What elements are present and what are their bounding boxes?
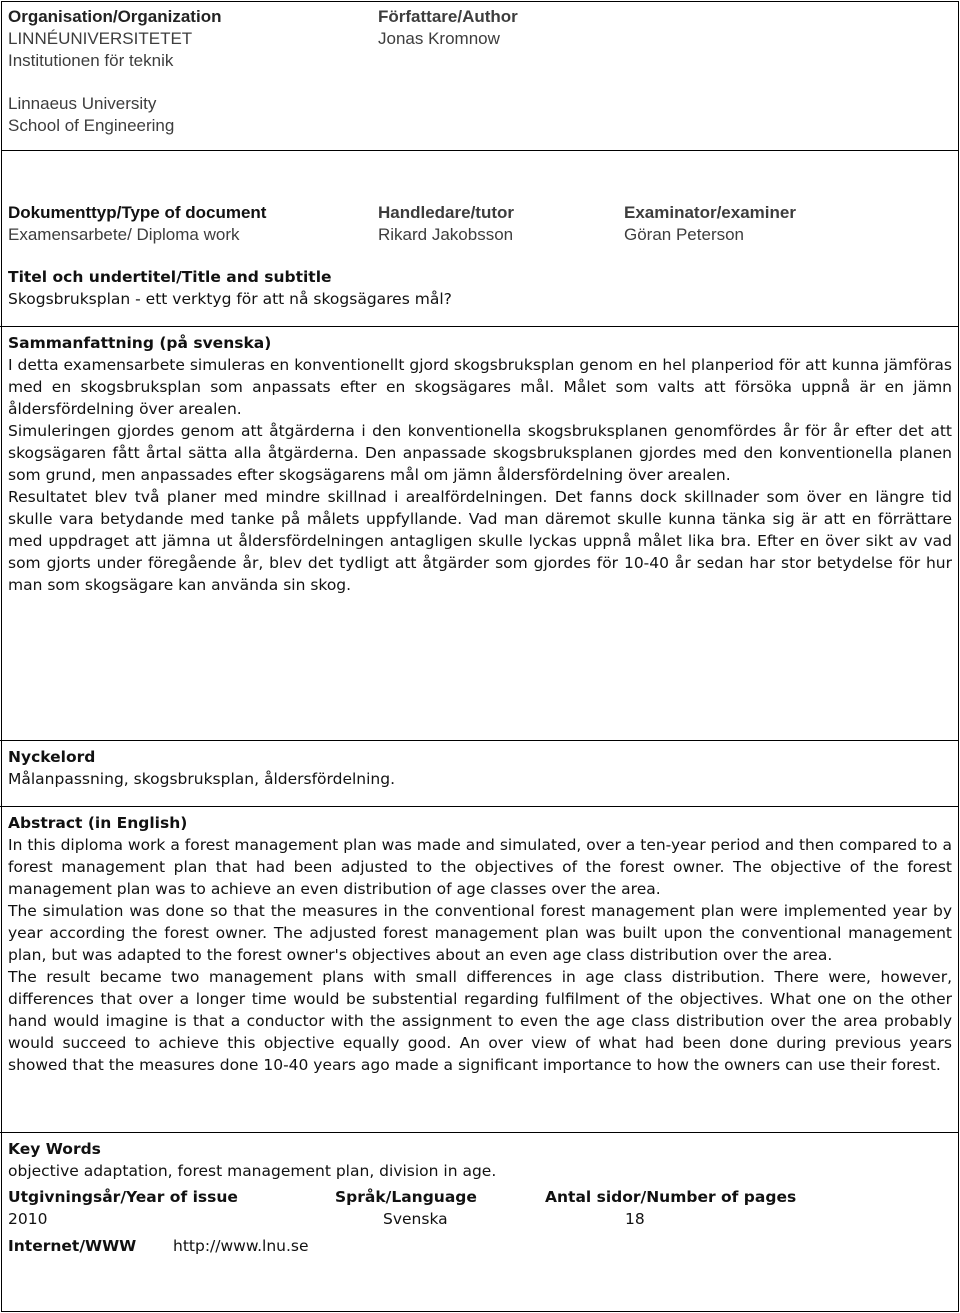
document-type-label: Dokumenttyp/Type of document: [8, 203, 267, 222]
title-label: Titel och undertitel/Title and subtitle: [8, 268, 332, 286]
tutor-label: Handledare/tutor: [378, 203, 515, 222]
author-label: Författare/Author: [378, 7, 518, 26]
author-name: Jonas Kromnow: [378, 29, 500, 48]
language-label: Språk/Language: [335, 1188, 477, 1206]
keywords-sv-value: Målanpassning, skogsbruksplan, åldersfördelning.: [8, 770, 396, 788]
divider-keywords-sv: [0, 740, 958, 741]
organization-line-4: School of Engineering: [8, 116, 175, 135]
abstract-en-body: [8, 834, 952, 1076]
language-value: Svenska: [383, 1210, 448, 1228]
year-value: 2010: [8, 1210, 48, 1228]
keywords-sv-label: Nyckelord: [8, 748, 96, 766]
abstract-en-label: Abstract (in English): [8, 814, 188, 832]
divider-keywords-en: [0, 1132, 958, 1133]
organization-label: Organisation/Organization: [8, 7, 222, 26]
pages-value: 18: [625, 1210, 645, 1228]
summary-sv-body: [8, 354, 952, 596]
abstract-en-paragraph: The simulation was done so that the measures in the conventional forest management plan were implemented year by year according the forest owner. The adjusted forest management plan was built upon the conventional management plan, but was adapted to the forest owner's objectives about an even age class distribution over the area.: [8, 902, 952, 964]
tutor-value: Rikard Jakobsson: [378, 225, 514, 244]
abstract-en-paragraph: The result became two management plans with small differences in age class distribution. There were, however, differences that over a longer time would be substential regarding fulfilment of the objectives. What one on the other hand would imagine is that a conductor with the assignment to even the age class distribution over the area probably would succeed to achieve this objective equally good. An over view of what had been done during previous years showed that the measures done 10-40 years ago made a significant importance to how the owners can use their forest.: [8, 968, 952, 1074]
main-frame: [1, 150, 959, 1312]
internet-label: Internet/WWW: [8, 1237, 137, 1255]
keywords-en-value: objective adaptation, forest management plan, division in age.: [8, 1162, 497, 1180]
examiner-label: Examinator/examiner: [624, 203, 796, 222]
abstract-en-paragraph: In this diploma work a forest management plan was made and simulated, over a ten-year period and then compared to a forest management plan that had been adjusted to the objectives of the forest owner. The objective of the forest management plan was to achieve an even distribution of age classes over the area.: [8, 836, 952, 898]
organization-line-2: Institutionen för teknik: [8, 51, 174, 70]
divider-abstract: [0, 806, 958, 807]
title-value: Skogsbruksplan - ett verktyg för att nå skogsägares mål?: [8, 290, 452, 308]
summary-sv-label: Sammanfattning (på svenska): [8, 334, 272, 352]
year-label: Utgivningsår/Year of issue: [8, 1188, 238, 1206]
divider-summary: [0, 326, 958, 327]
internet-link[interactable]: http://www.lnu.se: [173, 1237, 309, 1255]
summary-sv-paragraph: I detta examensarbete simuleras en konventionellt gjord skogsbruksplan genom en hel planperiod för att kunna jämföras med en skogsbruksplan som anpassats efter en skogsägares mål. Målet som valts att försöka uppnå är en jämn åldersfördelning över arealen.: [8, 356, 952, 418]
examiner-value: Göran Peterson: [624, 225, 745, 244]
document-type-value: Examensarbete/ Diploma work: [8, 225, 240, 244]
summary-sv-paragraph: Simuleringen gjordes genom att åtgärderna i den konventionella skogsbruksplanen genomfördes år för år efter det att skogsägaren fått årtal sätta alla åtgärderna. Den anpassade skogsbruksplanen gjordes med den konventionella planen som grund, men anpassades efter skogsägarens mål om jämn åldersfördelning över arealen.: [8, 422, 952, 484]
organization-line-1: LINNÉUNIVERSITETET: [8, 29, 193, 48]
keywords-en-label: Key Words: [8, 1140, 101, 1158]
summary-sv-paragraph: Resultatet blev två planer med mindre skillnad i arealfördelningen. Det fanns dock skillnader som över en längre tid skulle vara betydande med tanke på målets uppfyllande. Vad man däremot skulle kunna tänka sig är att en förrättare med uppdraget att jämna ut åldersfördelningen antagligen skulle lyckas uppnå målet lika bra. Efter en över sikt av vad som gjorts under föregående år, blev det tydligt att åtgärder som gjordes för 10-40 år sedan har stor betydelse för hur man som skogsägare kan använda sin skog.: [8, 488, 952, 594]
pages-label: Antal sidor/Number of pages: [545, 1188, 797, 1206]
organization-line-3: Linnaeus University: [8, 94, 157, 113]
